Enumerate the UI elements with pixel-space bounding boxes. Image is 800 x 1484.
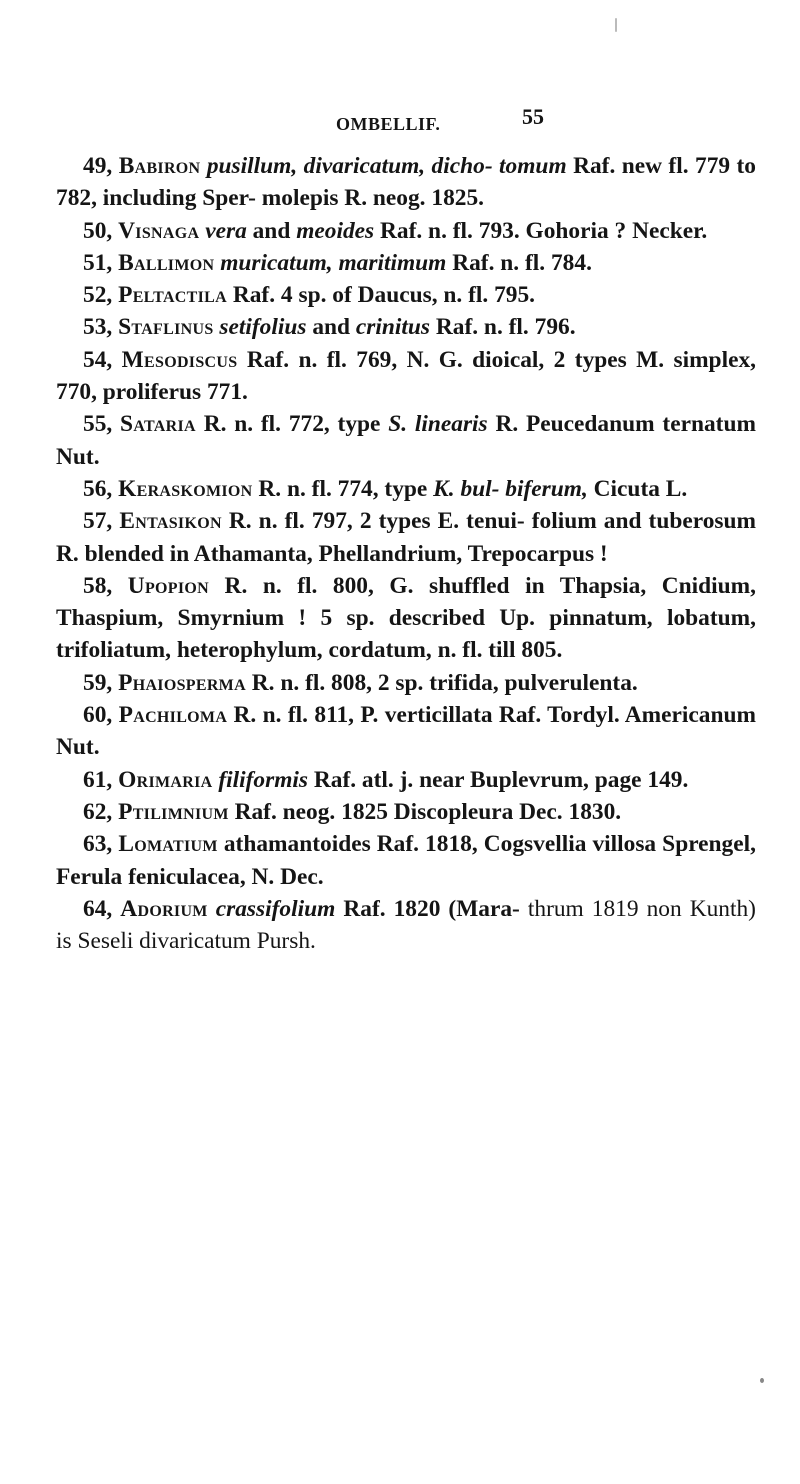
entry-number: 56, <box>83 475 113 502</box>
species-names: vera <box>205 217 247 244</box>
entry-number: 53, <box>83 314 113 341</box>
genus-name: Visnaga <box>118 217 200 244</box>
entry-text: R. n. fl. 800, G. shuffled in Thapsia, Cnidium, Thaspium, Smyrnium ! 5 sp. described Up. pinnatum, lobatum, trifoliatum, heterophylum, cordatum, n. fl. till 805. <box>56 572 756 664</box>
running-head-title: OMBELLIF. <box>336 114 441 134</box>
entry-text: Raf. n. fl. 769, N. G. dioical, 2 types M. simplex, 770, proliferus 771. <box>56 346 756 406</box>
entry-text: R. n. fl. 811, P. verticillata Raf. Tordyl. Americanum Nut. <box>56 702 756 761</box>
entry-number: 61, <box>83 766 113 793</box>
entry-number: 54, <box>83 346 113 373</box>
page-number: 55 <box>522 104 544 129</box>
entry-text: Raf. n. fl. 784. <box>446 249 592 276</box>
entry-text: Raf. 1820 (Mara- <box>335 895 528 922</box>
species-names: pusillum, divaricatum, dicho- tomum <box>206 153 567 179</box>
paper-speck <box>760 1378 764 1383</box>
entry-59 <box>56 667 756 699</box>
entry-number: 52, <box>83 282 113 309</box>
entry-number: 64, <box>83 895 113 922</box>
entry-text: thrum 1819 non Kunth) is Seseli divaricatum Pursh. <box>56 895 756 955</box>
species-names: crassifolium <box>215 895 336 922</box>
entry-50 <box>56 215 756 247</box>
entry-number: 51, <box>83 249 113 276</box>
entry-51 <box>56 247 756 279</box>
entry-text: Raf. atl. j. near Buplevrum, page 149. <box>308 766 689 793</box>
species-names: K. bul- biferum, <box>433 475 588 502</box>
entry-61 <box>56 764 756 796</box>
entry-text: Raf. neog. 1825 Discopleura Dec. 1830. <box>228 798 622 825</box>
species-names: muricatum, maritimum <box>220 249 447 276</box>
entry-text: Raf. n. fl. 793. Gohoria ? Necker. <box>374 217 708 244</box>
genus-name: Orimaria <box>118 766 213 793</box>
genus-name: Keraskomion <box>118 475 253 502</box>
entry-number: 49, <box>83 153 113 179</box>
species-names: S. linearis <box>388 411 488 438</box>
genus-name: Adorium <box>120 895 208 922</box>
genus-name: Babiron <box>118 153 201 179</box>
entry-text: R. Peucedanum ternatum Nut. <box>56 411 756 470</box>
entry-text: R. n. fl. 797, 2 types E. tenui- folium and tuberosum R. blended in Athamanta, Phellandrium, Trepocarpus ! <box>56 508 756 567</box>
entry-56 <box>56 473 756 505</box>
entry-number: 63, <box>83 831 113 858</box>
entry-number: 62, <box>83 798 113 825</box>
genus-name: Sataria <box>120 411 196 438</box>
entry-number: 50, <box>83 217 113 244</box>
entry-63 <box>56 828 756 893</box>
species-names: setifolius <box>219 314 307 341</box>
genus-name: Mesodiscus <box>121 346 238 373</box>
entry-text: Raf. new fl. 779 to 782, including Sper- molepis R. neog. 1825. <box>56 153 756 212</box>
entry-64 <box>56 893 756 958</box>
genus-name: Upopion <box>127 572 210 599</box>
paper-speck <box>615 18 617 32</box>
genus-name: Ptilimnium <box>118 798 229 825</box>
entry-57 <box>56 505 756 570</box>
entry-53 <box>56 311 756 343</box>
entry-60 <box>56 699 756 764</box>
genus-name: Staflinus <box>118 314 214 341</box>
entry-text: Raf. n. fl. 796. <box>430 314 576 341</box>
entry-list <box>56 150 756 957</box>
species-names: meoides <box>296 217 375 244</box>
running-head <box>0 104 800 144</box>
species-names: filiformis <box>218 766 309 793</box>
entry-text: R. n. fl. 774, type <box>252 475 434 502</box>
entry-number: 57, <box>83 508 113 535</box>
entry-58 <box>56 570 756 667</box>
genus-name: Entasikon <box>119 508 222 535</box>
genus-name: Ballimon <box>118 249 215 276</box>
entry-54 <box>56 344 756 409</box>
entry-number: 55, <box>83 411 113 438</box>
genus-name: Lomatium <box>118 831 218 858</box>
entry-text: R. n. fl. 808, 2 sp. trifida, pulverulenta. <box>245 669 638 696</box>
entry-text: R. n. fl. 772, type <box>195 411 389 438</box>
entry-number: 59, <box>83 669 113 696</box>
entry-49 <box>56 150 756 215</box>
genus-name: Pachiloma <box>118 702 228 729</box>
entry-number: 60, <box>83 702 113 729</box>
entry-number: 58, <box>83 572 113 599</box>
entry-text: athamantoides Raf. 1818, Cogsvellia villosa Sprengel, Ferula feniculacea, N. Dec. <box>56 831 756 890</box>
species-names: crinitus <box>355 314 431 341</box>
entry-55 <box>56 408 756 473</box>
entry-text: and <box>306 314 356 341</box>
entry-62 <box>56 796 756 828</box>
genus-name: Peltactila <box>118 282 227 309</box>
entry-text: Raf. 4 sp. of Daucus, n. fl. 795. <box>227 282 536 309</box>
entry-text: and <box>246 217 297 244</box>
genus-name: Phaiosperma <box>118 669 246 696</box>
entry-52 <box>56 279 756 311</box>
entry-text: Cicuta L. <box>587 475 688 502</box>
